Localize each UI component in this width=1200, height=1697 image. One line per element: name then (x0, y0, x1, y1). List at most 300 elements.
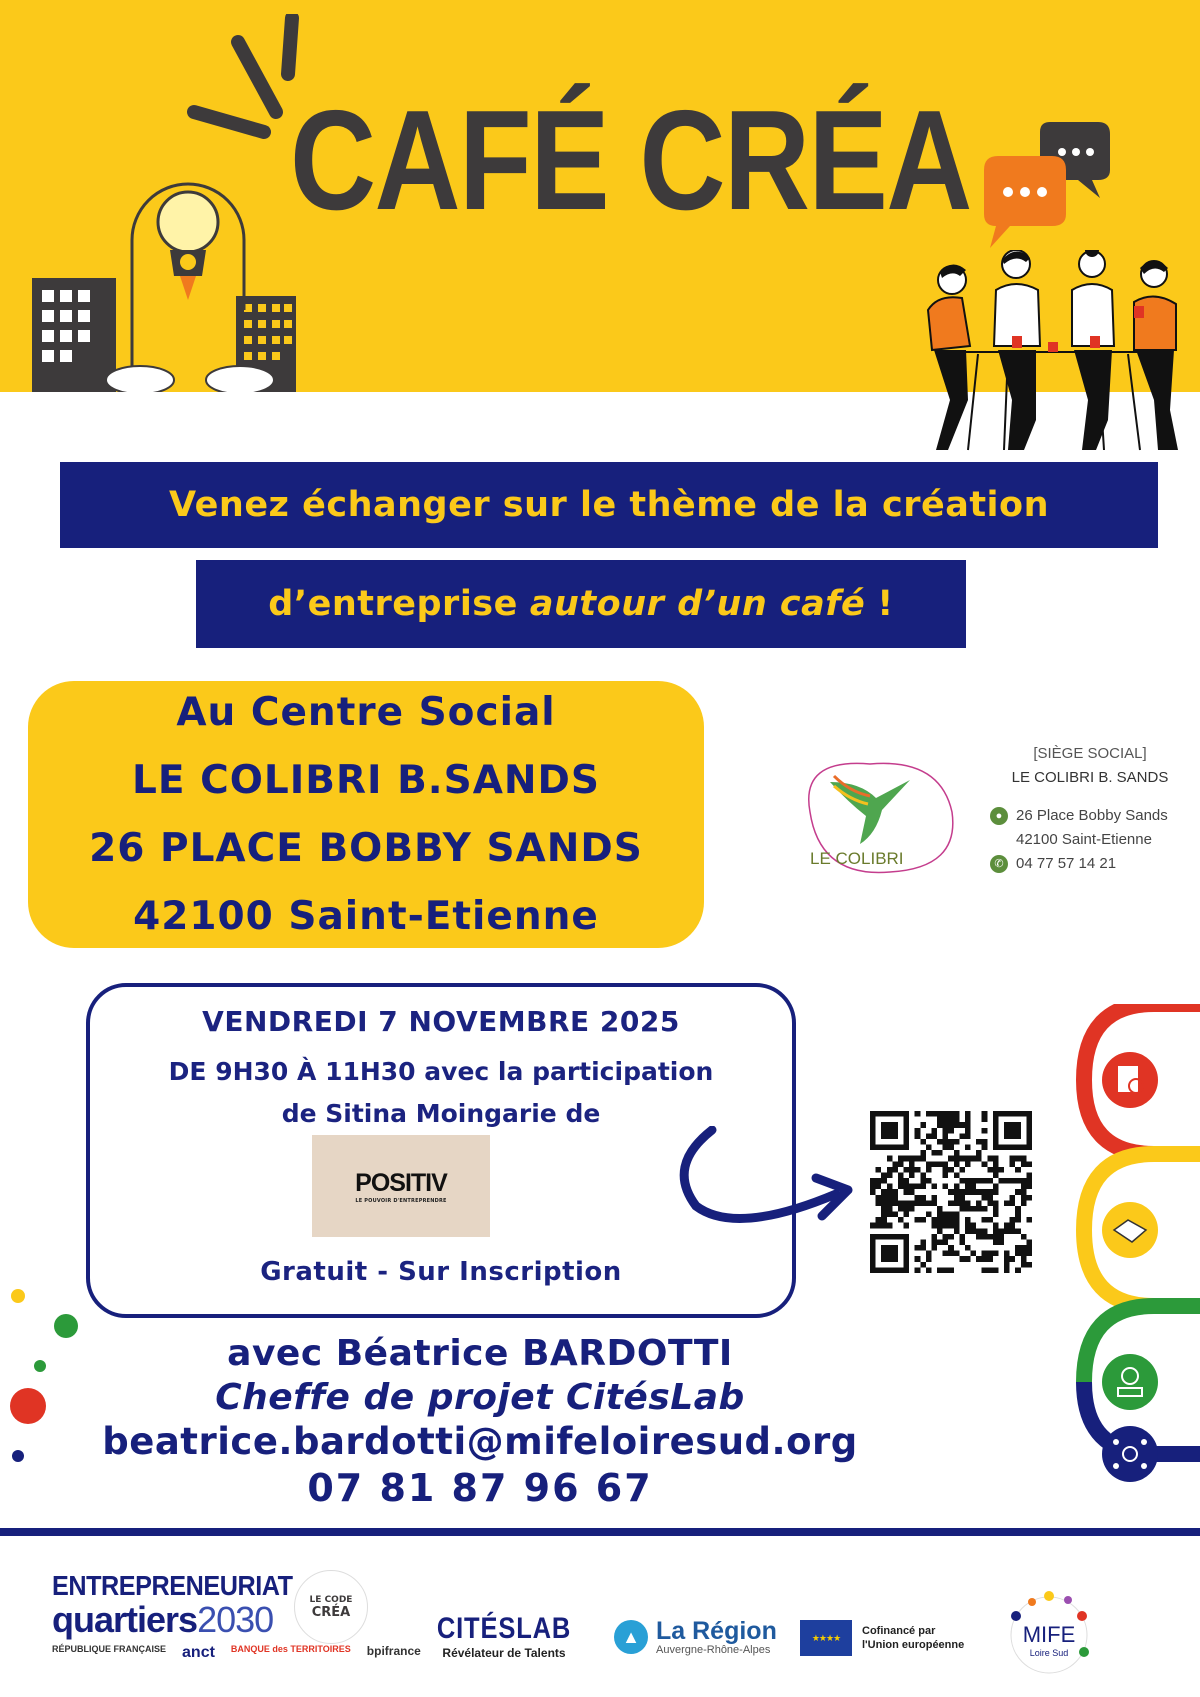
qr-module (943, 1172, 949, 1178)
qr-module (931, 1161, 937, 1167)
address-box (28, 681, 704, 948)
qr-module (881, 1172, 887, 1178)
event-details (90, 1051, 792, 1135)
qr-module (1026, 1128, 1032, 1134)
qr-module (959, 1178, 965, 1184)
qr-module (876, 1234, 882, 1240)
qr-module (993, 1212, 999, 1218)
qr-module (898, 1156, 904, 1162)
qr-module (887, 1172, 893, 1178)
qr-module (892, 1133, 898, 1139)
qr-module (909, 1167, 915, 1173)
qr-module (920, 1217, 926, 1223)
qr-module (948, 1111, 954, 1117)
qr-module (1015, 1111, 1021, 1117)
qr-module (993, 1234, 999, 1240)
qr-module (982, 1256, 988, 1262)
qr-module (870, 1189, 876, 1195)
qr-module (870, 1262, 876, 1268)
qr-module (937, 1212, 943, 1218)
qr-module (926, 1267, 932, 1273)
qr-module (976, 1178, 982, 1184)
qr-module (987, 1217, 993, 1223)
qr-module (904, 1256, 910, 1262)
qr-module (937, 1117, 943, 1123)
qr-module (937, 1239, 943, 1245)
qr-module (881, 1206, 887, 1212)
qr-module (1026, 1217, 1032, 1223)
qr-module (954, 1200, 960, 1206)
qr-module (1021, 1178, 1027, 1184)
qr-module (881, 1145, 887, 1151)
qr-module (1021, 1145, 1027, 1151)
qr-module (881, 1212, 887, 1218)
qr-module (943, 1239, 949, 1245)
qr-module (1015, 1145, 1021, 1151)
qr-module (876, 1267, 882, 1273)
qr-module (920, 1195, 926, 1201)
qr-module (1010, 1178, 1016, 1184)
qr-module (959, 1206, 965, 1212)
qr-module (1010, 1122, 1016, 1128)
banner-line1-text: Venez échanger sur le thème de la création (168, 485, 1050, 525)
qr-module (931, 1223, 937, 1229)
siege-city: 42100 Saint-Etienne (1016, 831, 1152, 848)
qr-module (998, 1234, 1004, 1240)
people-table-illustration (908, 250, 1178, 456)
qr-module (993, 1251, 999, 1257)
mife-sub: Loire Sud (1029, 1648, 1069, 1658)
qr-module (909, 1206, 915, 1212)
qr-module (954, 1184, 960, 1190)
qr-module (920, 1200, 926, 1206)
qr-module (915, 1217, 921, 1223)
qr-module (1021, 1161, 1027, 1167)
qr-module (904, 1184, 910, 1190)
qr-module (971, 1206, 977, 1212)
banner-line2-start: d’entreprise (268, 584, 518, 624)
qr-module (887, 1256, 893, 1262)
qr-module (954, 1111, 960, 1117)
qr-module (993, 1111, 999, 1117)
mife-logo (1002, 1588, 1096, 1682)
qr-module (881, 1200, 887, 1206)
qr-module (892, 1212, 898, 1218)
qr-module (965, 1117, 971, 1123)
qr-module (943, 1251, 949, 1257)
qr-module (971, 1228, 977, 1234)
burst-lines (180, 14, 300, 144)
qr-module (954, 1212, 960, 1218)
qr-module (959, 1167, 965, 1173)
qr-module (887, 1184, 893, 1190)
qr-module (881, 1223, 887, 1229)
qr-module (948, 1117, 954, 1123)
qr-module (887, 1245, 893, 1251)
eq-rf: RÉPUBLIQUE FRANÇAISE (52, 1644, 167, 1654)
qr-module (1015, 1167, 1021, 1173)
qr-module (870, 1267, 876, 1273)
qr-module (898, 1200, 904, 1206)
phone-icon: ✆ (990, 855, 1008, 873)
qr-module (915, 1267, 921, 1273)
qr-module (926, 1111, 932, 1117)
qr-module (892, 1245, 898, 1251)
qr-module (982, 1251, 988, 1257)
qr-module (1015, 1122, 1021, 1128)
qr-module (931, 1200, 937, 1206)
qr-module (892, 1256, 898, 1262)
qr-module (904, 1111, 910, 1117)
qr-module (887, 1234, 893, 1240)
qr-module (948, 1128, 954, 1134)
qr-module (948, 1212, 954, 1218)
qr-module (965, 1256, 971, 1262)
qr-module (870, 1145, 876, 1151)
qr-module (898, 1267, 904, 1273)
qr-module (976, 1234, 982, 1240)
eu-line2: l'Union européenne (862, 1639, 965, 1651)
qr-module (1004, 1262, 1010, 1268)
qr-module (993, 1145, 999, 1151)
handshake-icon (1102, 1202, 1158, 1258)
qr-module (898, 1161, 904, 1167)
qr-module (887, 1251, 893, 1257)
siege-social-block (990, 742, 1190, 876)
qr-module (881, 1245, 887, 1251)
qr-module (1004, 1128, 1010, 1134)
qr-module (904, 1145, 910, 1151)
qr-module (1010, 1223, 1016, 1229)
eq-banque: BANQUE des TERRITOIRES (230, 1644, 351, 1654)
qr-module (1026, 1184, 1032, 1190)
region-mountain-icon: ▲ (614, 1620, 648, 1654)
qr-module (948, 1245, 954, 1251)
qr-module (904, 1139, 910, 1145)
qr-module (1010, 1256, 1016, 1262)
qr-module (959, 1200, 965, 1206)
qr-module (965, 1133, 971, 1139)
qr-module (904, 1167, 910, 1173)
qr-module (993, 1206, 999, 1212)
qr-module (943, 1167, 949, 1173)
qr-module (870, 1178, 876, 1184)
qr-module (959, 1156, 965, 1162)
qr-module (1021, 1200, 1027, 1206)
qr-module (1026, 1239, 1032, 1245)
qr-module (898, 1217, 904, 1223)
qr-module (881, 1122, 887, 1128)
citeslab-logo (425, 1612, 583, 1660)
qr-module (993, 1128, 999, 1134)
mife-text: MIFE (1022, 1622, 1076, 1647)
qr-module (1026, 1172, 1032, 1178)
qr-module (887, 1128, 893, 1134)
qr-module (993, 1228, 999, 1234)
qr-module (976, 1206, 982, 1212)
qr-module (1015, 1128, 1021, 1134)
siege-name: LE COLIBRI B. SANDS (1011, 769, 1169, 786)
qr-code[interactable] (870, 1111, 1032, 1273)
qr-module (926, 1167, 932, 1173)
qr-module (926, 1161, 932, 1167)
qr-module (876, 1217, 882, 1223)
qr-module (993, 1167, 999, 1173)
event-date: VENDREDI 7 NOVEMBRE 2025 (202, 1005, 680, 1038)
qr-module (915, 1167, 921, 1173)
positiv-logo-text: POSITIV (355, 1168, 447, 1197)
qr-module (870, 1117, 876, 1123)
qr-module (998, 1145, 1004, 1151)
contact-phone[interactable]: 07 81 87 96 67 (307, 1466, 653, 1510)
qr-module (982, 1117, 988, 1123)
qr-module (1021, 1256, 1027, 1262)
qr-module (976, 1139, 982, 1145)
qr-module (870, 1139, 876, 1145)
address-line2: LE COLIBRI B.SANDS (132, 757, 600, 803)
arrow-icon (676, 1126, 868, 1246)
qr-module (943, 1184, 949, 1190)
qr-module (993, 1223, 999, 1229)
qr-module (965, 1189, 971, 1195)
qr-module (881, 1128, 887, 1134)
qr-module (887, 1111, 893, 1117)
qr-module (915, 1195, 921, 1201)
qr-module (926, 1178, 932, 1184)
qr-module (904, 1223, 910, 1229)
qr-module (915, 1128, 921, 1134)
qr-module (870, 1223, 876, 1229)
qr-module (926, 1212, 932, 1218)
qr-module (876, 1184, 882, 1190)
eu-logo (800, 1620, 964, 1656)
qr-module (993, 1172, 999, 1178)
qr-module (998, 1228, 1004, 1234)
qr-module (1021, 1184, 1027, 1190)
qr-module (870, 1251, 876, 1257)
intro-banner-line2 (196, 560, 966, 648)
qr-module (943, 1223, 949, 1229)
qr-module (904, 1239, 910, 1245)
qr-module (881, 1256, 887, 1262)
qr-module (937, 1267, 943, 1273)
qr-module (982, 1234, 988, 1240)
qr-module (948, 1156, 954, 1162)
qr-module (993, 1184, 999, 1190)
qr-module (1010, 1161, 1016, 1167)
qr-module (993, 1122, 999, 1128)
qr-module (898, 1145, 904, 1151)
qr-module (976, 1189, 982, 1195)
cafe-logo-big: CRÉA (311, 1604, 351, 1620)
colibri-logo (790, 752, 960, 882)
qr-module (943, 1122, 949, 1128)
qr-module (965, 1128, 971, 1134)
qr-module (1021, 1234, 1027, 1240)
qr-module (993, 1133, 999, 1139)
qr-module (904, 1128, 910, 1134)
qr-module (937, 1206, 943, 1212)
eu-flag-icon: ★★★★ (800, 1620, 852, 1656)
qr-module (915, 1133, 921, 1139)
qr-module (971, 1189, 977, 1195)
map-pin-icon: ● (990, 807, 1008, 825)
qr-module (881, 1234, 887, 1240)
qr-module (876, 1178, 882, 1184)
contact-email[interactable]: beatrice.bardotti@mifeloiresud.org (102, 1420, 858, 1463)
qr-module (987, 1156, 993, 1162)
qr-module (881, 1189, 887, 1195)
qr-module (870, 1239, 876, 1245)
qr-module (915, 1256, 921, 1262)
qr-module (982, 1111, 988, 1117)
qr-module (954, 1117, 960, 1123)
qr-module (892, 1161, 898, 1167)
lightbulb-rocket-icon (30, 180, 300, 392)
qr-module (904, 1117, 910, 1123)
qr-module (954, 1139, 960, 1145)
qr-module (1021, 1189, 1027, 1195)
qr-module (1010, 1228, 1016, 1234)
qr-module (987, 1256, 993, 1262)
qr-module (982, 1217, 988, 1223)
qr-module (915, 1200, 921, 1206)
qr-module (1026, 1145, 1032, 1151)
qr-module (1015, 1212, 1021, 1218)
qr-module (976, 1200, 982, 1206)
qr-module (915, 1111, 921, 1117)
qr-module (876, 1145, 882, 1151)
qr-module (920, 1262, 926, 1268)
qr-module (948, 1234, 954, 1240)
qr-module (998, 1178, 1004, 1184)
banner-line2-italic: autour d’un café (529, 584, 866, 624)
qr-module (904, 1156, 910, 1162)
qr-module (948, 1251, 954, 1257)
qr-module (959, 1234, 965, 1240)
qr-module (915, 1245, 921, 1251)
qr-module (892, 1251, 898, 1257)
positiv-logo (312, 1135, 490, 1237)
qr-module (954, 1189, 960, 1195)
qr-module (1026, 1245, 1032, 1251)
qr-module (870, 1184, 876, 1190)
qr-module (881, 1111, 887, 1117)
qr-module (881, 1217, 887, 1223)
qr-module (915, 1156, 921, 1162)
qr-module (887, 1122, 893, 1128)
qr-module (954, 1156, 960, 1162)
qr-module (892, 1267, 898, 1273)
qr-module (1004, 1228, 1010, 1234)
qr-module (943, 1117, 949, 1123)
qr-module (948, 1139, 954, 1145)
qr-module (1015, 1245, 1021, 1251)
qr-module (965, 1122, 971, 1128)
qr-module (937, 1161, 943, 1167)
qr-module (881, 1267, 887, 1273)
qr-module (1026, 1195, 1032, 1201)
qr-module (931, 1245, 937, 1251)
qr-module (1026, 1161, 1032, 1167)
qr-module (987, 1200, 993, 1206)
qr-module (904, 1200, 910, 1206)
qr-module (1004, 1256, 1010, 1262)
qr-module (965, 1111, 971, 1117)
qr-module (1010, 1111, 1016, 1117)
qr-module (943, 1212, 949, 1218)
footer-divider (0, 1528, 1200, 1536)
qr-module (887, 1267, 893, 1273)
qr-module (976, 1256, 982, 1262)
qr-module (965, 1156, 971, 1162)
qr-module (937, 1122, 943, 1128)
qr-module (1004, 1267, 1010, 1273)
qr-module (1015, 1178, 1021, 1184)
qr-module (965, 1200, 971, 1206)
qr-module (998, 1111, 1004, 1117)
qr-module (904, 1189, 910, 1195)
qr-module (998, 1167, 1004, 1173)
qr-module (920, 1122, 926, 1128)
qr-module (898, 1234, 904, 1240)
qr-module (870, 1128, 876, 1134)
qr-module (887, 1200, 893, 1206)
eq-line1: ENTREPRENEURIAT (52, 1570, 293, 1601)
qr-module (926, 1251, 932, 1257)
qr-module (1010, 1133, 1016, 1139)
qr-module (1010, 1145, 1016, 1151)
qr-module (1004, 1200, 1010, 1206)
qr-module (1026, 1111, 1032, 1117)
qr-module (937, 1228, 943, 1234)
qr-module (909, 1200, 915, 1206)
qr-module (887, 1206, 893, 1212)
qr-module (1010, 1200, 1016, 1206)
qr-module (1026, 1122, 1032, 1128)
qr-module (982, 1128, 988, 1134)
qr-module (993, 1200, 999, 1206)
qr-module (887, 1156, 893, 1162)
siege-phone-row (990, 852, 1190, 876)
qr-module (881, 1251, 887, 1257)
qr-module (993, 1161, 999, 1167)
qr-module (943, 1133, 949, 1139)
qr-module (926, 1256, 932, 1262)
qr-module (948, 1189, 954, 1195)
qr-module (1026, 1117, 1032, 1123)
qr-module (965, 1217, 971, 1223)
qr-module (954, 1161, 960, 1167)
qr-module (987, 1167, 993, 1173)
qr-module (948, 1217, 954, 1223)
qr-module (982, 1228, 988, 1234)
qr-module (920, 1150, 926, 1156)
qr-module (965, 1245, 971, 1251)
cafe-logo-small: LE CODE (309, 1594, 353, 1605)
qr-module (943, 1267, 949, 1273)
qr-module (920, 1139, 926, 1145)
qr-module (909, 1161, 915, 1167)
qr-module (948, 1200, 954, 1206)
qr-module (904, 1262, 910, 1268)
qr-module (1004, 1111, 1010, 1117)
qr-module (909, 1172, 915, 1178)
qr-module (1010, 1195, 1016, 1201)
qr-module (1026, 1251, 1032, 1257)
citeslab-text: CITÉSLAB (436, 1612, 572, 1645)
qr-module (1004, 1145, 1010, 1151)
